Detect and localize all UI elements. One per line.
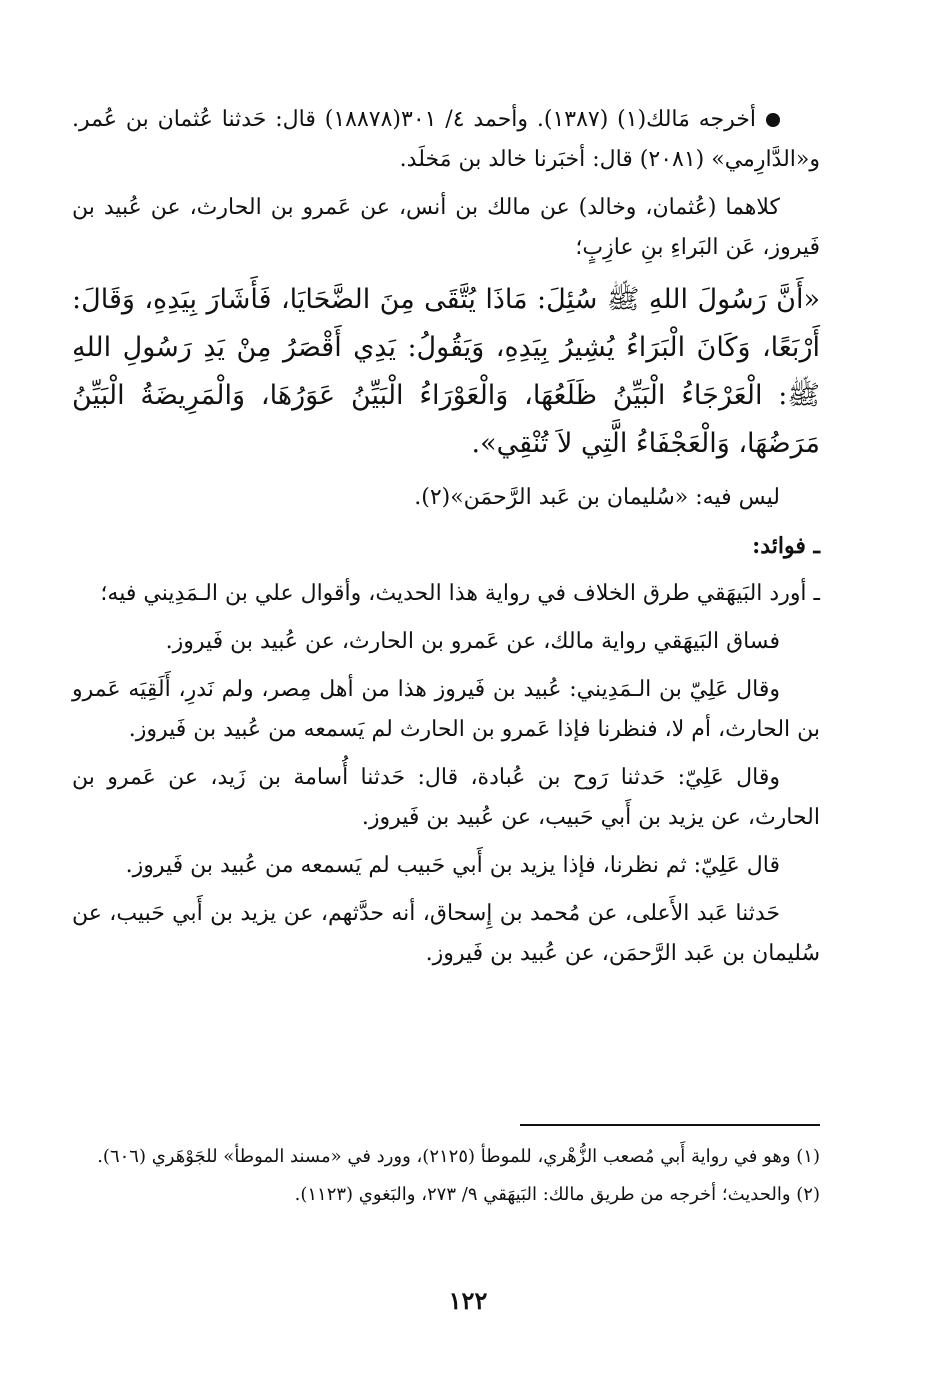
paragraph-bayhaqi: فساق البَيهَقي رواية مالك، عن عَمرو بن الحارث، عن عُبيد بن فَيروز. xyxy=(165,629,780,654)
paragraph-chain: كلاهما (عُثمان، وخالد) عن مالك بن أنس، عن عَمرو بن الحارث، عن عُبيد بن فَيروز، عَن البَراءِ بنِ عازِبٍ؛ xyxy=(72,195,820,260)
main-text xyxy=(72,100,820,982)
hadith-text: «أَنَّ رَسُولَ اللهِ ﷺ سُئِلَ: مَاذَا يُتَّقَى مِنَ الضَّحَايَا، فَأَشَارَ بِيَدِهِ، وَقَالَ: أَرْبَعًا، وَكَانَ الْبَرَاءُ يُشِيرُ بِيَدِهِ، وَيَقُولُ: يَدِي أَقْصَرُ مِنْ يَدِ رَسُولِ اللهِ ﷺ: الْعَرْجَاءُ الْبَيِّنُ ظَلَعُهَا، وَالْعَوْرَاءُ الْبَيِّنُ عَوَرُهَا، وَالْمَرِيضَةُ الْبَيِّنُ مَرَضُهَا، وَالْعَجْفَاءُ الَّتِي لاَ تُنْقِي». xyxy=(72,284,820,459)
paragraph-ali-1: وقال عَلِيّ بن الـمَدِيني: عُبيد بن فَيروز هذا من أهل مِصر، ولم نَدرِ، أَلَقِيَه عَمرو بن الحارث، أم لا، فنظرنا فإذا عَمرو بن الحارث لم يَسمعه من عُبيد بن فَيروز. xyxy=(72,677,820,742)
paragraph-fawaid: ـ أورد البَيهَقي طرق الخلاف في رواية هذا الحديث، وأقوال علي بن الـمَدِيني فيه؛ xyxy=(100,581,820,606)
footnote-2: (٢) والحديث؛ أخرجه من طريق مالك: البَيهَقي ٩/ ٢٧٣، والبَغوي (١١٢٣). xyxy=(294,1184,820,1205)
paragraph-ali-2: وقال عَلِيّ: حَدثنا رَوح بن عُبادة، قال: حَدثنا أُسامة بن زَيد، عن عَمرو بن الحارث، عن يزيد بن أَبي حَبيب، عن عُبيد بن فَيروز. xyxy=(72,765,820,830)
paragraph-ali-4: حَدثنا عَبد الأَعلى، عن مُحمد بن إِسحاق، أنه حدَّثهم، عن يزيد بن أَبي حَبيب، عن سُليمان بن عَبد الرَّحمَن، عن عُبيد بن فَيروز. xyxy=(72,901,820,966)
bullet-icon xyxy=(766,113,780,127)
paragraph-takhrij xyxy=(72,100,820,180)
footnote-divider xyxy=(520,1124,820,1126)
footnote-1: (١) وهو في رواية أَبي مُصعب الزُّهْري، للموطأ (٢١٢٥)، وورد في «مسند الموطأ» للجَوْهَري (٦٠٦). xyxy=(97,1146,820,1167)
page-number: ١٢٢ xyxy=(448,1286,488,1315)
paragraph-note: ليس فيه: «سُليمان بن عَبد الرَّحمَن»(٢). xyxy=(414,485,780,510)
footnotes xyxy=(72,1124,820,1216)
section-heading: ـ فوائد: xyxy=(752,533,820,559)
paragraph-takhrij-text: أخرجه مَالك(١) (١٣٨٧). وأحمد ٤/ ٣٠١(١٨٨٧٨) قال: حَدثنا عُثمان بن عُمر. و«الدَّارِمي» (٢٠٨١) قال: أخبَرنا خالد بن مَخلَد. xyxy=(72,107,820,172)
paragraph-ali-3: قال عَلِيّ: ثم نظرنا، فإذا يزيد بن أَبي حَبيب لم يَسمعه من عُبيد بن فَيروز. xyxy=(125,853,780,878)
